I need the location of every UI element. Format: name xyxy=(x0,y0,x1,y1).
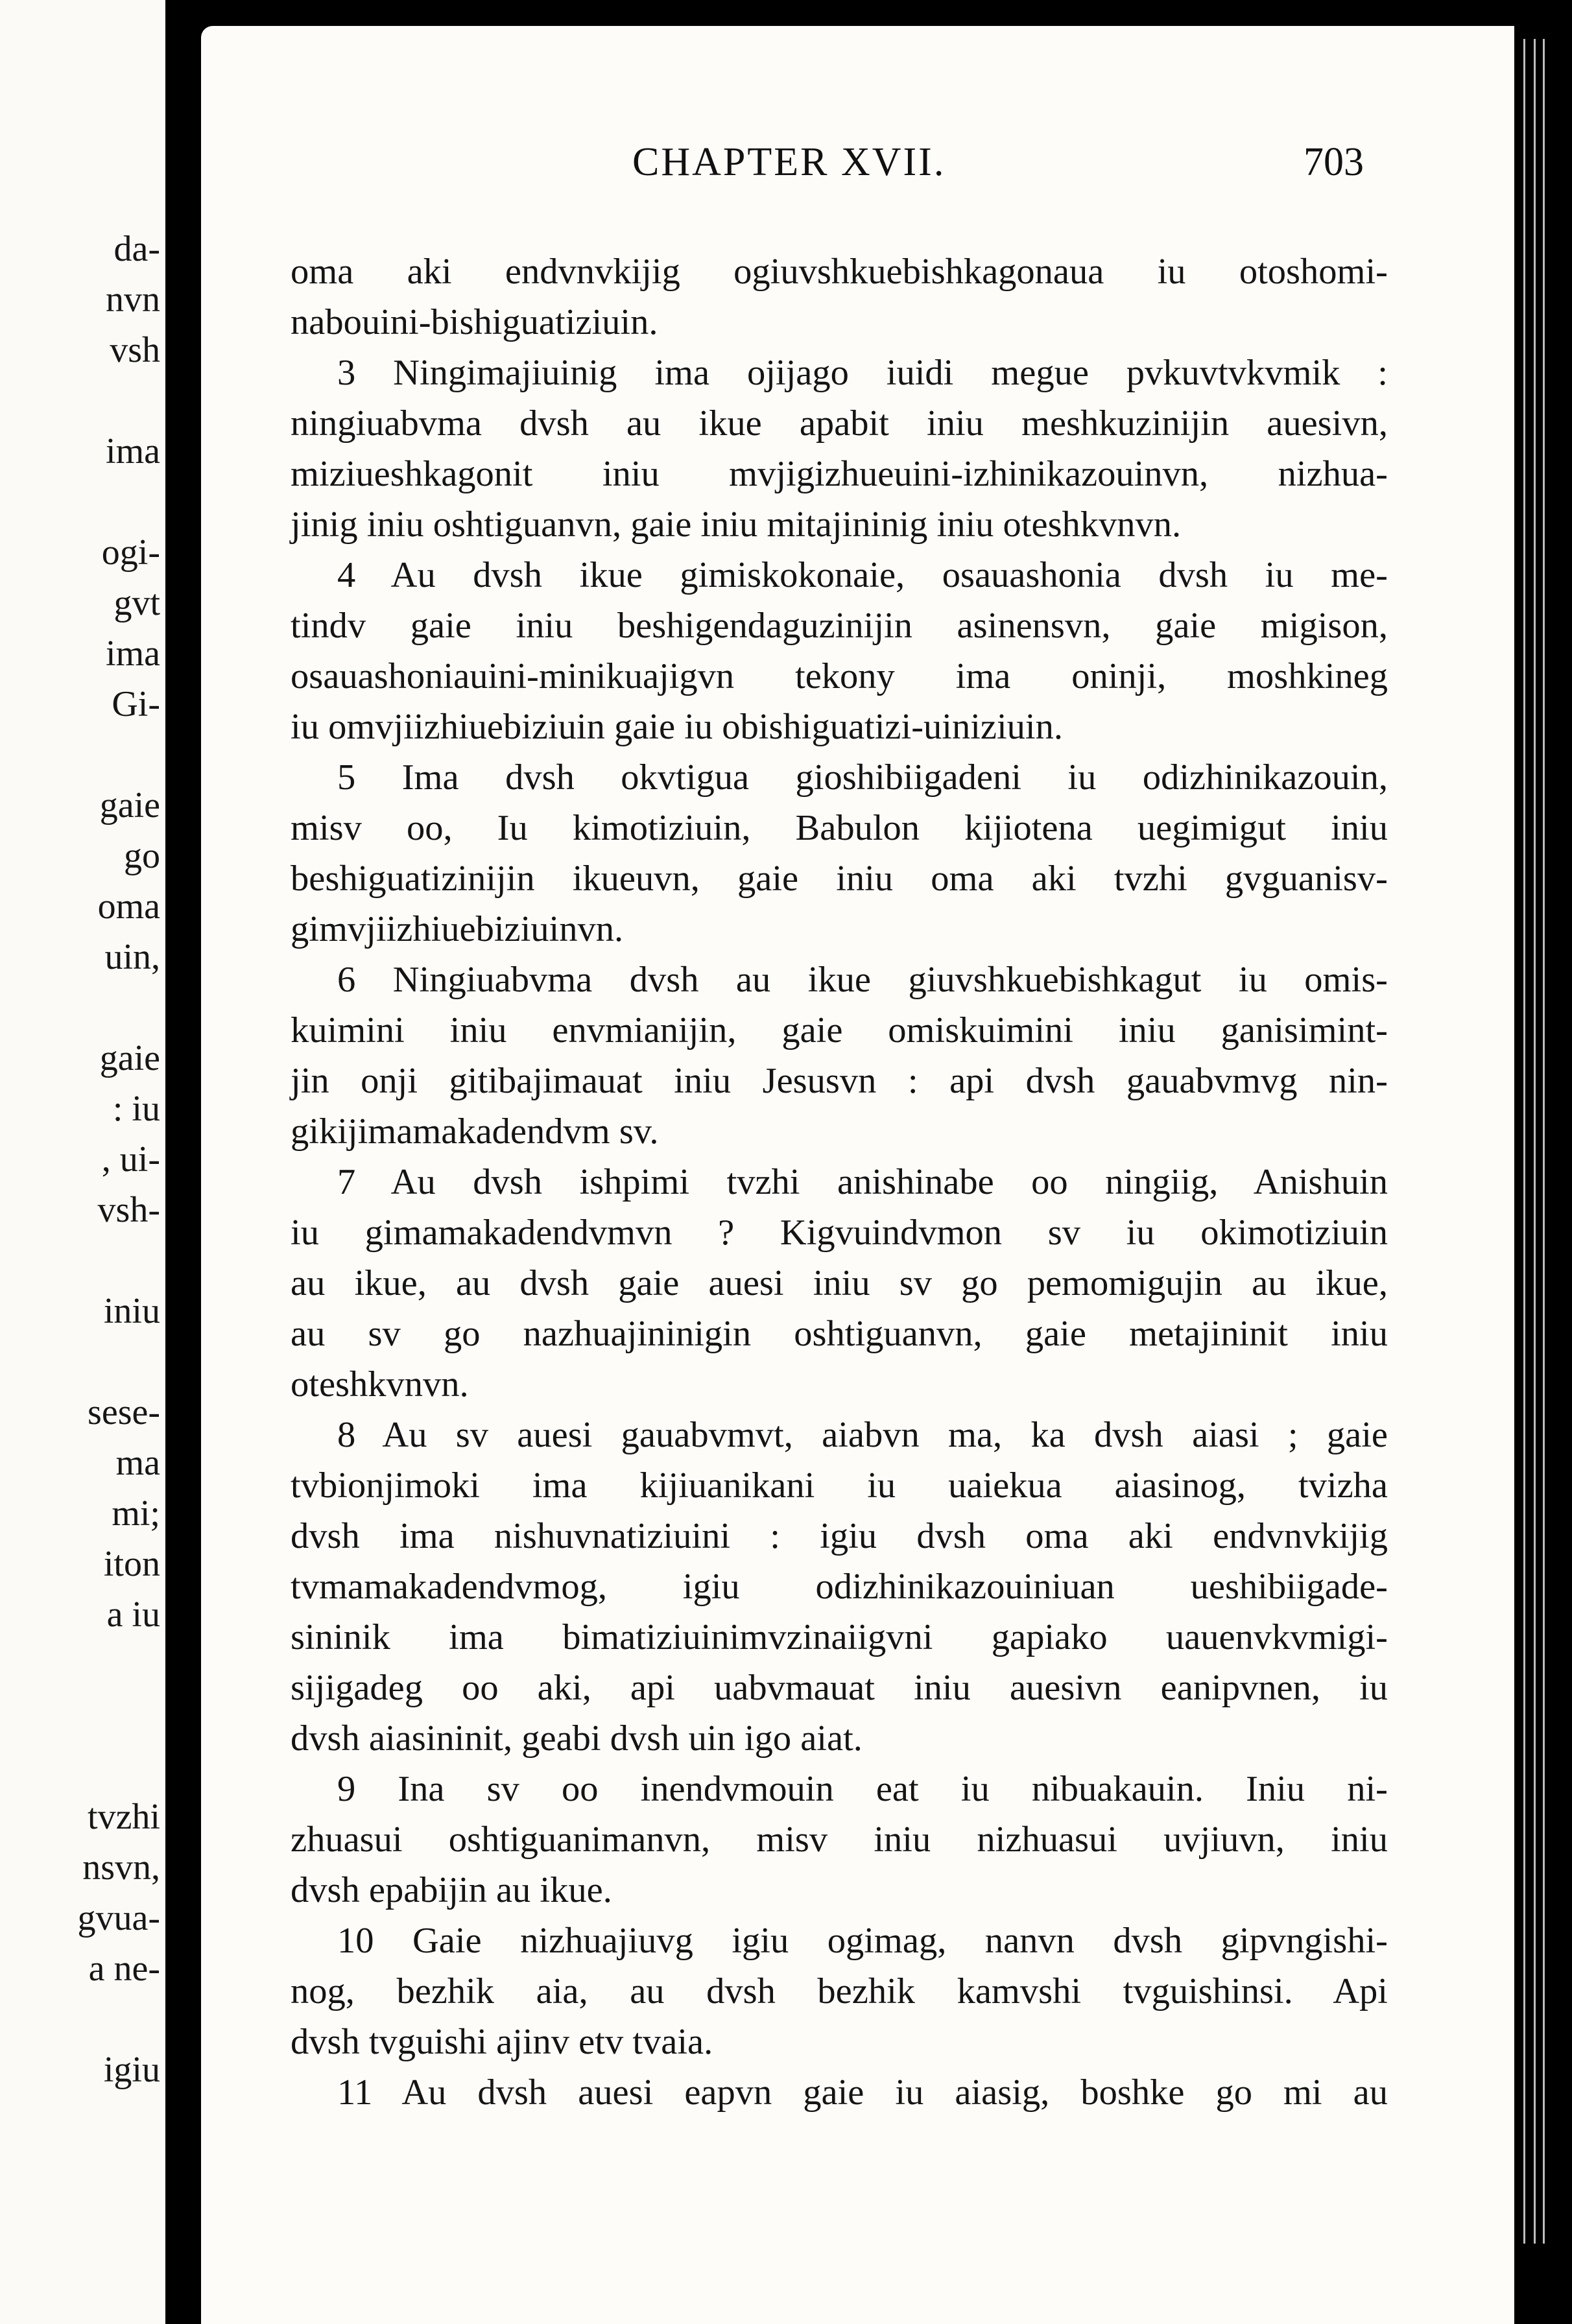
text-line: 4 Au dvsh ikue gimiskokonaie, osauashonia dvsh iu me- xyxy=(337,555,1388,595)
text-line: tindv gaie iniu beshigendaguzinijin asinensvn, gaie migison, xyxy=(291,606,1388,646)
text-line: 3 Ningimajiuinig ima ojijago iuidi megue pvkuvtvkvmik : xyxy=(337,353,1388,393)
facing-page-line: gvua- xyxy=(77,1898,160,1938)
text-line: misv oo, Iu kimotiziuin, Babulon kijiotena uegimigut iniu xyxy=(291,808,1388,848)
text-line: 9 Ina sv oo inendvmouin eat iu nibuakauin. Iniu ni- xyxy=(337,1769,1388,1809)
text-line: 10 Gaie nizhuajiuvg igiu ogimag, nanvn dvsh gipvngishi- xyxy=(337,1921,1388,1961)
text-line: nog, bezhik aia, au dvsh bezhik kamvshi tvguishinsi. Api xyxy=(291,1971,1388,2011)
page-edge xyxy=(1514,0,1572,2324)
facing-page-line: iniu xyxy=(103,1291,160,1331)
text-line: gikijimamakadendvm sv. xyxy=(291,1111,659,1152)
text-line: au ikue, au dvsh gaie auesi iniu sv go pemomigujin au ikue, xyxy=(291,1263,1388,1303)
facing-page-line: ogi- xyxy=(101,532,160,573)
text-line: dvsh tvguishi ajinv etv tvaia. xyxy=(291,2022,713,2062)
text-line: au sv go nazhuajininigin oshtiguanvn, gaie metajininit iniu xyxy=(291,1314,1388,1354)
text-line: nabouini-bishiguatiziuin. xyxy=(291,302,658,342)
facing-page-line: gaie xyxy=(99,1038,160,1078)
facing-page-line: nvn xyxy=(106,279,160,320)
text-line: 11 Au dvsh auesi eapvn gaie iu aiasig, boshke go mi au xyxy=(337,2072,1388,2113)
facing-page-line: gvt xyxy=(113,583,160,623)
facing-page-line: a ne- xyxy=(88,1949,160,1989)
facing-page-line: ma xyxy=(115,1443,160,1483)
text-line: dvsh aiasininit, geabi dvsh uin igo aiat. xyxy=(291,1718,863,1759)
text-line: 8 Au sv auesi gauabvmvt, aiabvn ma, ka dvsh aiasi ; gaie xyxy=(337,1415,1388,1455)
facing-page-line: nsvn, xyxy=(82,1847,160,1888)
page-text xyxy=(291,246,1388,2118)
text-line: 7 Au dvsh ishpimi tvzhi anishinabe oo ningiig, Anishuin xyxy=(337,1162,1388,1202)
facing-page-fragment xyxy=(0,0,165,2324)
text-line: sijigadeg oo aki, api uabvmauat iniu auesivn eanipvnen, iu xyxy=(291,1668,1388,1708)
book-gutter xyxy=(165,0,201,2324)
text-line: ningiuabvma dvsh au ikue apabit iniu meshkuzinijin auesivn, xyxy=(291,403,1388,444)
facing-page-line: a iu xyxy=(106,1595,160,1635)
text-line: dvsh epabijin au ikue. xyxy=(291,1870,612,1910)
page-number: 703 xyxy=(1304,140,1364,184)
facing-page-line: vsh xyxy=(110,330,160,370)
facing-page-line: iton xyxy=(103,1544,160,1584)
facing-page-line: ima xyxy=(106,431,160,471)
facing-page-line: Gi- xyxy=(112,684,160,724)
facing-page-line: : iu xyxy=(112,1089,160,1129)
text-line: jinig iniu oshtiguanvn, gaie iniu mitajininig iniu oteshkvnvn. xyxy=(291,504,1182,545)
text-line: iu omvjiizhiuebiziuin gaie iu obishiguatizi-uiniziuin. xyxy=(291,707,1063,747)
text-line: beshiguatizinijin ikueuvn, gaie iniu oma aki tvzhi gvguanisv- xyxy=(291,859,1388,899)
facing-page-line: igiu xyxy=(103,2050,160,2090)
text-line: sininik ima bimatiziuinimvzinaiigvni gapiako uauenvkvmigi- xyxy=(291,1617,1388,1657)
text-line: oma aki endvnvkijig ogiuvshkuebishkagonaua iu otoshomi- xyxy=(291,252,1388,292)
text-line: jin onji gitibajimauat iniu Jesusvn : api dvsh gauabvmvg nin- xyxy=(291,1061,1388,1101)
facing-page-line: da- xyxy=(113,229,160,269)
text-line: tvbionjimoki ima kijiuanikani iu uaiekua aiasinog, tvizha xyxy=(291,1465,1388,1506)
facing-page-line: ima xyxy=(106,634,160,674)
text-line: gimvjiizhiuebiziuinvn. xyxy=(291,909,624,949)
text-line: tvmamakadendvmog, igiu odizhinikazouiniuan ueshibiigade- xyxy=(291,1567,1388,1607)
facing-page-line: mi; xyxy=(112,1493,160,1534)
facing-page-line: oma xyxy=(97,886,160,927)
text-line: kuimini iniu envmianijin, gaie omiskuimini iniu ganisimint- xyxy=(291,1010,1388,1050)
facing-page-line: gaie xyxy=(99,785,160,825)
text-line: osauashoniauini-minikuajigvn tekony ima oninji, moshkineg xyxy=(291,656,1388,696)
running-header xyxy=(201,139,1530,204)
text-line: oteshkvnvn. xyxy=(291,1364,469,1405)
text-line: iu gimamakadendvmvn ? Kigvuindvmon sv iu okimotiziuin xyxy=(291,1213,1388,1253)
facing-page-line: vsh- xyxy=(97,1190,160,1230)
facing-page-line: tvzhi xyxy=(88,1797,160,1837)
text-line: miziueshkagonit iniu mvjigizhueuini-izhinikazouinvn, nizhua- xyxy=(291,454,1388,494)
text-line: 6 Ningiuabvma dvsh au ikue giuvshkuebishkagut iu omis- xyxy=(337,960,1388,1000)
text-line: zhuasui oshtiguanimanvn, misv iniu nizhuasui uvjiuvn, iniu xyxy=(291,1820,1388,1860)
facing-page-line: , ui- xyxy=(101,1139,160,1180)
facing-page-line: uin, xyxy=(104,937,160,977)
chapter-heading: CHAPTER XVII. xyxy=(632,140,946,184)
facing-page-line: sese- xyxy=(88,1392,160,1432)
book-page xyxy=(201,26,1530,2324)
facing-page-line: go xyxy=(124,836,160,876)
text-line: 5 Ima dvsh okvtigua gioshibiigadeni iu odizhinikazouin, xyxy=(337,757,1388,798)
text-line: dvsh ima nishuvnatiziuini : igiu dvsh oma aki endvnvkijig xyxy=(291,1516,1388,1556)
